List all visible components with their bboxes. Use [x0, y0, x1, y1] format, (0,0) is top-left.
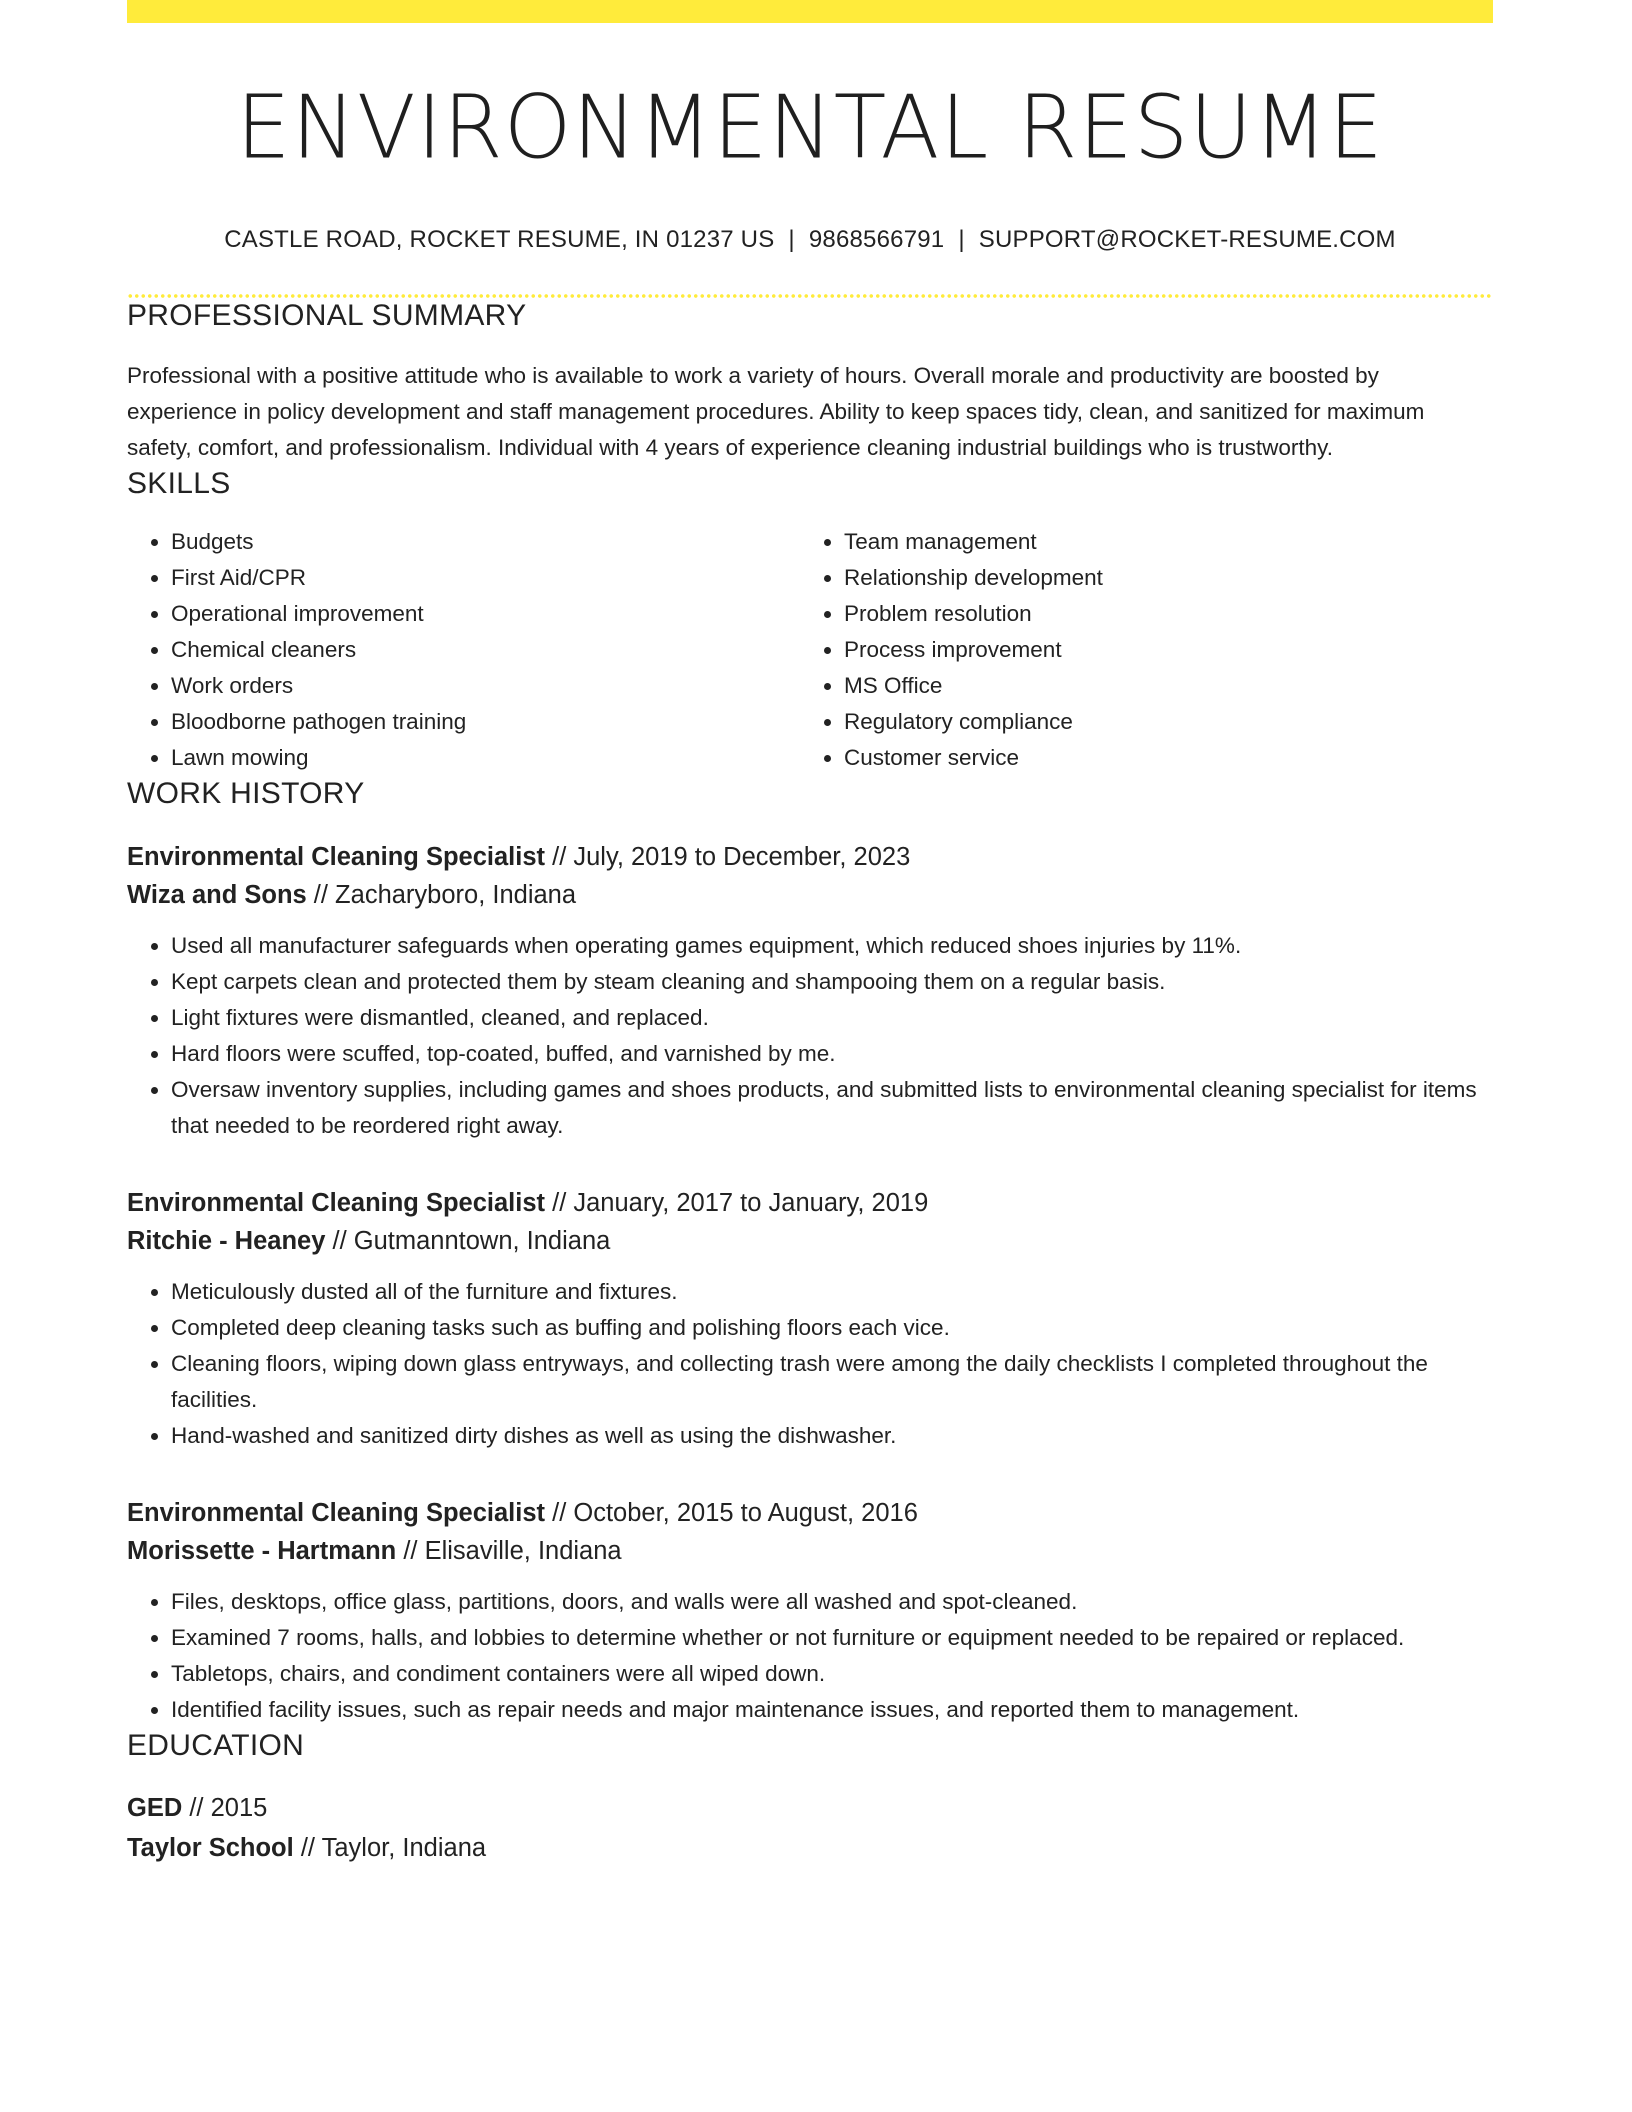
job-company-line	[127, 1532, 1493, 1570]
job-bullet: • Examined 7 rooms, halls, and lobbies to determine whether or not furniture or equipment needed to be repaired or replaced.	[171, 1620, 1493, 1656]
job-company-line	[127, 1222, 1493, 1260]
skill-item: • Bloodborne pathogen training	[171, 704, 800, 740]
job-bullet: • Identified facility issues, such as repair needs and major maintenance issues, and reported them to management.	[171, 1692, 1493, 1728]
skills-column-right	[800, 524, 1473, 776]
job-bullet: • Meticulously dusted all of the furniture and fixtures.	[171, 1274, 1493, 1310]
skills-list	[127, 524, 1493, 776]
skill-item: • Customer service	[844, 740, 1473, 776]
job-bullet: • Oversaw inventory supplies, including games and shoes products, and submitted lists to environmental cleaning specialist for items that needed to be reordered right away.	[171, 1072, 1493, 1144]
contact-phone: 9868566791	[808, 226, 945, 253]
job-company-line	[127, 876, 1493, 914]
job-title: Environmental Cleaning Specialist	[127, 842, 546, 871]
job-company: Ritchie - Heaney	[127, 1226, 326, 1255]
job-bullet: • Light fixtures were dismantled, cleaned, and replaced.	[171, 1000, 1493, 1036]
accent-bar	[127, 0, 1493, 23]
skill-item: • Budgets	[171, 524, 800, 560]
contact-address: CASTLE ROAD, ROCKET RESUME, IN 01237 US	[224, 226, 775, 253]
job-title-line	[127, 1184, 1493, 1222]
job-title: Environmental Cleaning Specialist	[127, 1498, 546, 1527]
contact-separator: |	[788, 226, 795, 253]
skill-item: • Lawn mowing	[171, 740, 800, 776]
education-school: Taylor School	[127, 1833, 294, 1862]
resume-title: ENVIRONMENTAL RESUME	[236, 77, 1384, 179]
education-degree-line	[127, 1788, 1493, 1828]
skill-item: • Regulatory compliance	[844, 704, 1473, 740]
job-location: // Zacharyboro, Indiana	[306, 880, 577, 909]
skill-item: • Team management	[844, 524, 1473, 560]
skill-item: • First Aid/CPR	[171, 560, 800, 596]
work-history-heading: WORK HISTORY	[127, 776, 365, 810]
job-bullet: • Hard floors were scuffed, top-coated, buffed, and varnished by me.	[171, 1036, 1493, 1072]
skill-item: • Chemical cleaners	[171, 632, 800, 668]
education-degree: GED	[127, 1793, 183, 1822]
job-entry	[127, 1494, 1493, 1728]
job-bullet: • Completed deep cleaning tasks such as buffing and polishing floors each vice.	[171, 1310, 1493, 1346]
skill-item: • Operational improvement	[171, 596, 800, 632]
job-title: Environmental Cleaning Specialist	[127, 1188, 546, 1217]
job-bullet: • Used all manufacturer safeguards when operating games equipment, which reduced shoes injuries by 11%.	[171, 928, 1493, 964]
skill-item: • Work orders	[171, 668, 800, 704]
job-bullet: • Tabletops, chairs, and condiment containers were all wiped down.	[171, 1656, 1493, 1692]
resume-page	[127, 0, 1493, 1868]
skill-item: • Relationship development	[844, 560, 1473, 596]
job-bullets	[127, 928, 1493, 1144]
contact-email: SUPPORT@ROCKET-RESUME.COM	[978, 226, 1396, 253]
job-entry	[127, 1184, 1493, 1454]
skills-column-left	[127, 524, 800, 776]
job-dates: // July, 2019 to December, 2023	[545, 842, 911, 871]
job-bullet: • Cleaning floors, wiping down glass entryways, and collecting trash were among the daily checklists I completed throughout the facilities.	[171, 1346, 1493, 1418]
education-location: // Taylor, Indiana	[293, 1833, 487, 1862]
job-bullets	[127, 1584, 1493, 1728]
job-bullet: • Hand-washed and sanitized dirty dishes as well as using the dishwasher.	[171, 1418, 1493, 1454]
skills-heading: SKILLS	[127, 466, 231, 500]
skill-item: • Problem resolution	[844, 596, 1473, 632]
job-entry	[127, 838, 1493, 1144]
job-company: Wiza and Sons	[127, 880, 307, 909]
education-school-line	[127, 1828, 1493, 1868]
contact-separator: |	[958, 226, 965, 253]
contact-line	[127, 226, 1493, 255]
job-bullets	[127, 1274, 1493, 1454]
job-title-line	[127, 1494, 1493, 1532]
job-title-line	[127, 838, 1493, 876]
job-company: Morissette - Hartmann	[127, 1536, 397, 1565]
job-location: // Elisaville, Indiana	[396, 1536, 622, 1565]
job-bullet: • Files, desktops, office glass, partitions, doors, and walls were all washed and spot-cleaned.	[171, 1584, 1493, 1620]
education-entry	[127, 1788, 1493, 1868]
job-bullet: • Kept carpets clean and protected them by steam cleaning and shampooing them on a regular basis.	[171, 964, 1493, 1000]
summary-text: Professional with a positive attitude who is available to work a variety of hours. Overall morale and productivity are boosted by experience in policy development and staff management procedures. Ability to keep spaces tidy, clean, and sanitized for maximum safety, comfort, and professionalism. Individual with 4 years of experience cleaning industrial buildings who is trustworthy.	[127, 362, 1425, 460]
skill-item: • Process improvement	[844, 632, 1473, 668]
job-dates: // October, 2015 to August, 2016	[545, 1498, 918, 1527]
job-dates: // January, 2017 to January, 2019	[545, 1188, 929, 1217]
skill-item: • MS Office	[844, 668, 1473, 704]
education-year: // 2015	[182, 1793, 268, 1822]
job-location: // Gutmanntown, Indiana	[325, 1226, 611, 1255]
education-heading: EDUCATION	[127, 1728, 305, 1762]
summary-heading: PROFESSIONAL SUMMARY	[127, 298, 527, 332]
